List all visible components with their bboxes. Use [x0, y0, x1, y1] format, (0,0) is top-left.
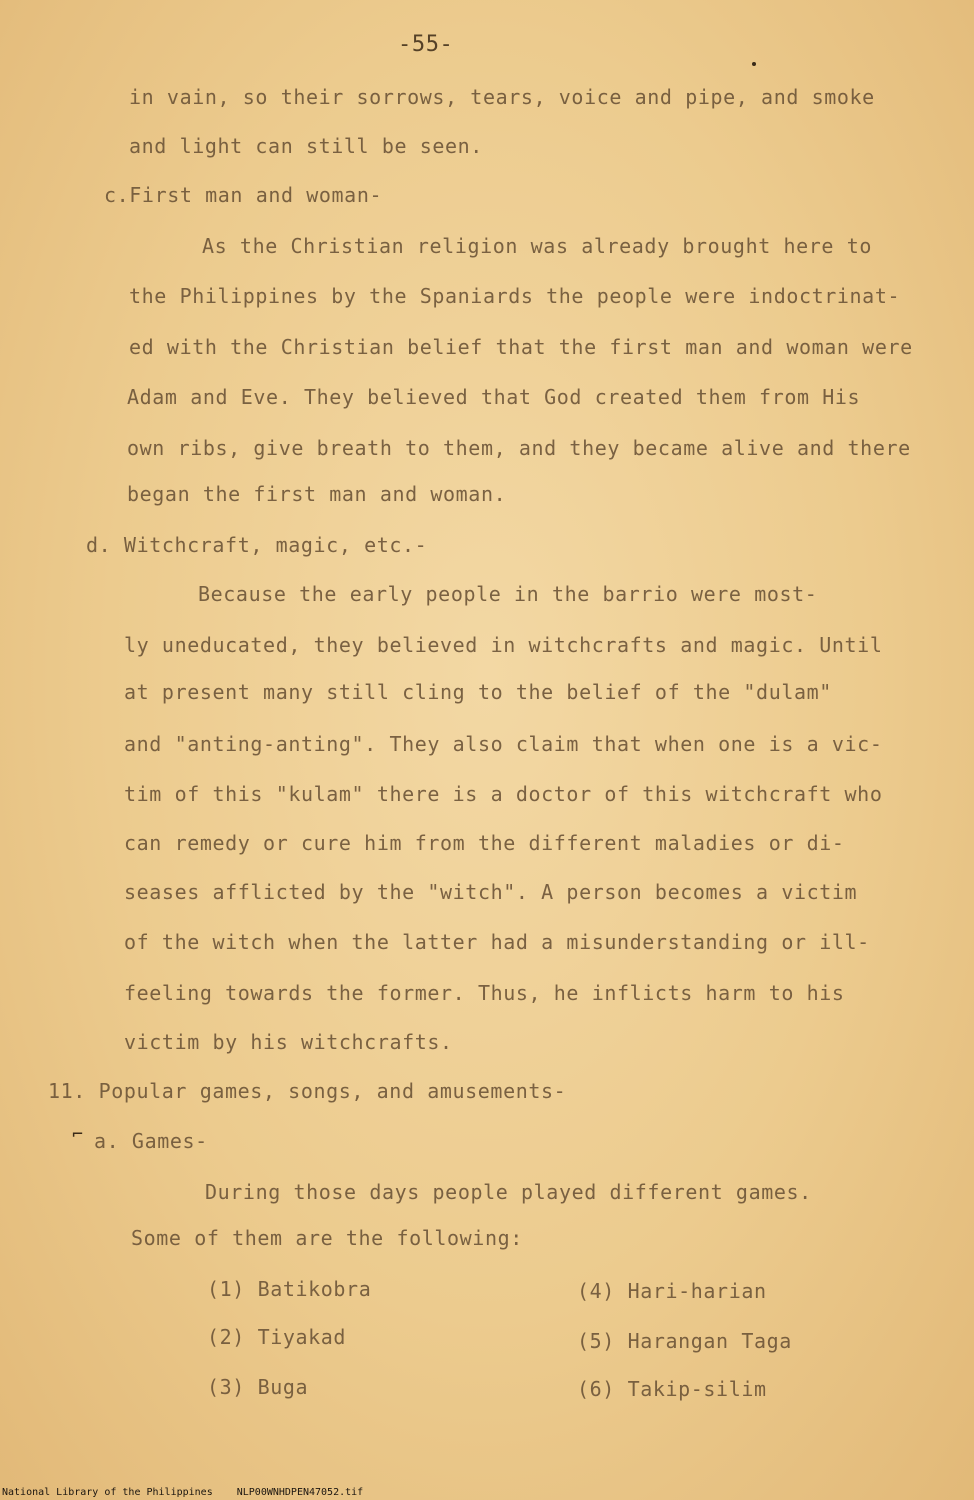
text-line: seases afflicted by the "witch". A person becomes a victim — [124, 880, 858, 904]
text-line: Because the early people in the barrio were most- — [198, 582, 818, 606]
page-number: -55- — [398, 32, 454, 57]
section-heading-11: 11. Popular games, songs, and amusements- — [48, 1079, 567, 1103]
text-line: of the witch when the latter had a misunderstanding or ill- — [124, 930, 870, 954]
text-line: can remedy or cure him from the different maladies or di- — [124, 831, 845, 855]
footer-filename: NLP00WNHDPEN47052.tif — [236, 1487, 364, 1498]
text-line: During those days people played different games. — [205, 1180, 812, 1204]
text-line: own ribs, give breath to them, and they became alive and there — [127, 436, 911, 460]
game-item: (1) Batikobra — [207, 1277, 372, 1301]
game-item: (5) Harangan Taga — [577, 1329, 792, 1353]
text-line: in vain, so their sorrows, tears, voice and pipe, and smoke — [129, 85, 875, 109]
text-line: and "anting-anting". They also claim that when one is a vic- — [124, 732, 883, 756]
text-line: As the Christian religion was already brought here to — [202, 234, 872, 258]
game-item: (2) Tiyakad — [207, 1325, 347, 1349]
text-line: Adam and Eve. They believed that God created them from His — [127, 385, 861, 409]
text-line: ed with the Christian belief that the first man and woman were — [129, 335, 913, 359]
footer-library: National Library of the Philippines — [2, 1487, 213, 1498]
text-line: ly uneducated, they believed in witchcrafts and magic. Until — [124, 633, 883, 657]
section-heading-d: d. Witchcraft, magic, etc.- — [86, 533, 428, 557]
game-item: (6) Takip-silim — [577, 1377, 767, 1401]
text-line: and light can still be seen. — [129, 134, 483, 158]
text-line: tim of this "kulam" there is a doctor of this witchcraft who — [124, 782, 883, 806]
ink-speck — [752, 62, 756, 66]
text-line: feeling towards the former. Thus, he inflicts harm to his — [124, 981, 845, 1005]
text-line: the Philippines by the Spaniards the people were indoctrinat- — [129, 284, 901, 308]
pencil-mark: ⌐ — [72, 1124, 83, 1145]
text-line: began the first man and woman. — [127, 482, 507, 506]
scan-footer — [2, 1487, 363, 1498]
text-line: victim by his witchcrafts. — [124, 1030, 453, 1054]
game-item: (3) Buga — [207, 1375, 309, 1399]
text-line: Some of them are the following: — [131, 1226, 523, 1250]
game-item: (4) Hari-harian — [577, 1279, 767, 1303]
text-line: at present many still cling to the belief of the "dulam" — [124, 680, 832, 704]
section-heading-c: c.First man and woman- — [104, 183, 383, 207]
subheading-games: a. Games- — [94, 1129, 208, 1153]
